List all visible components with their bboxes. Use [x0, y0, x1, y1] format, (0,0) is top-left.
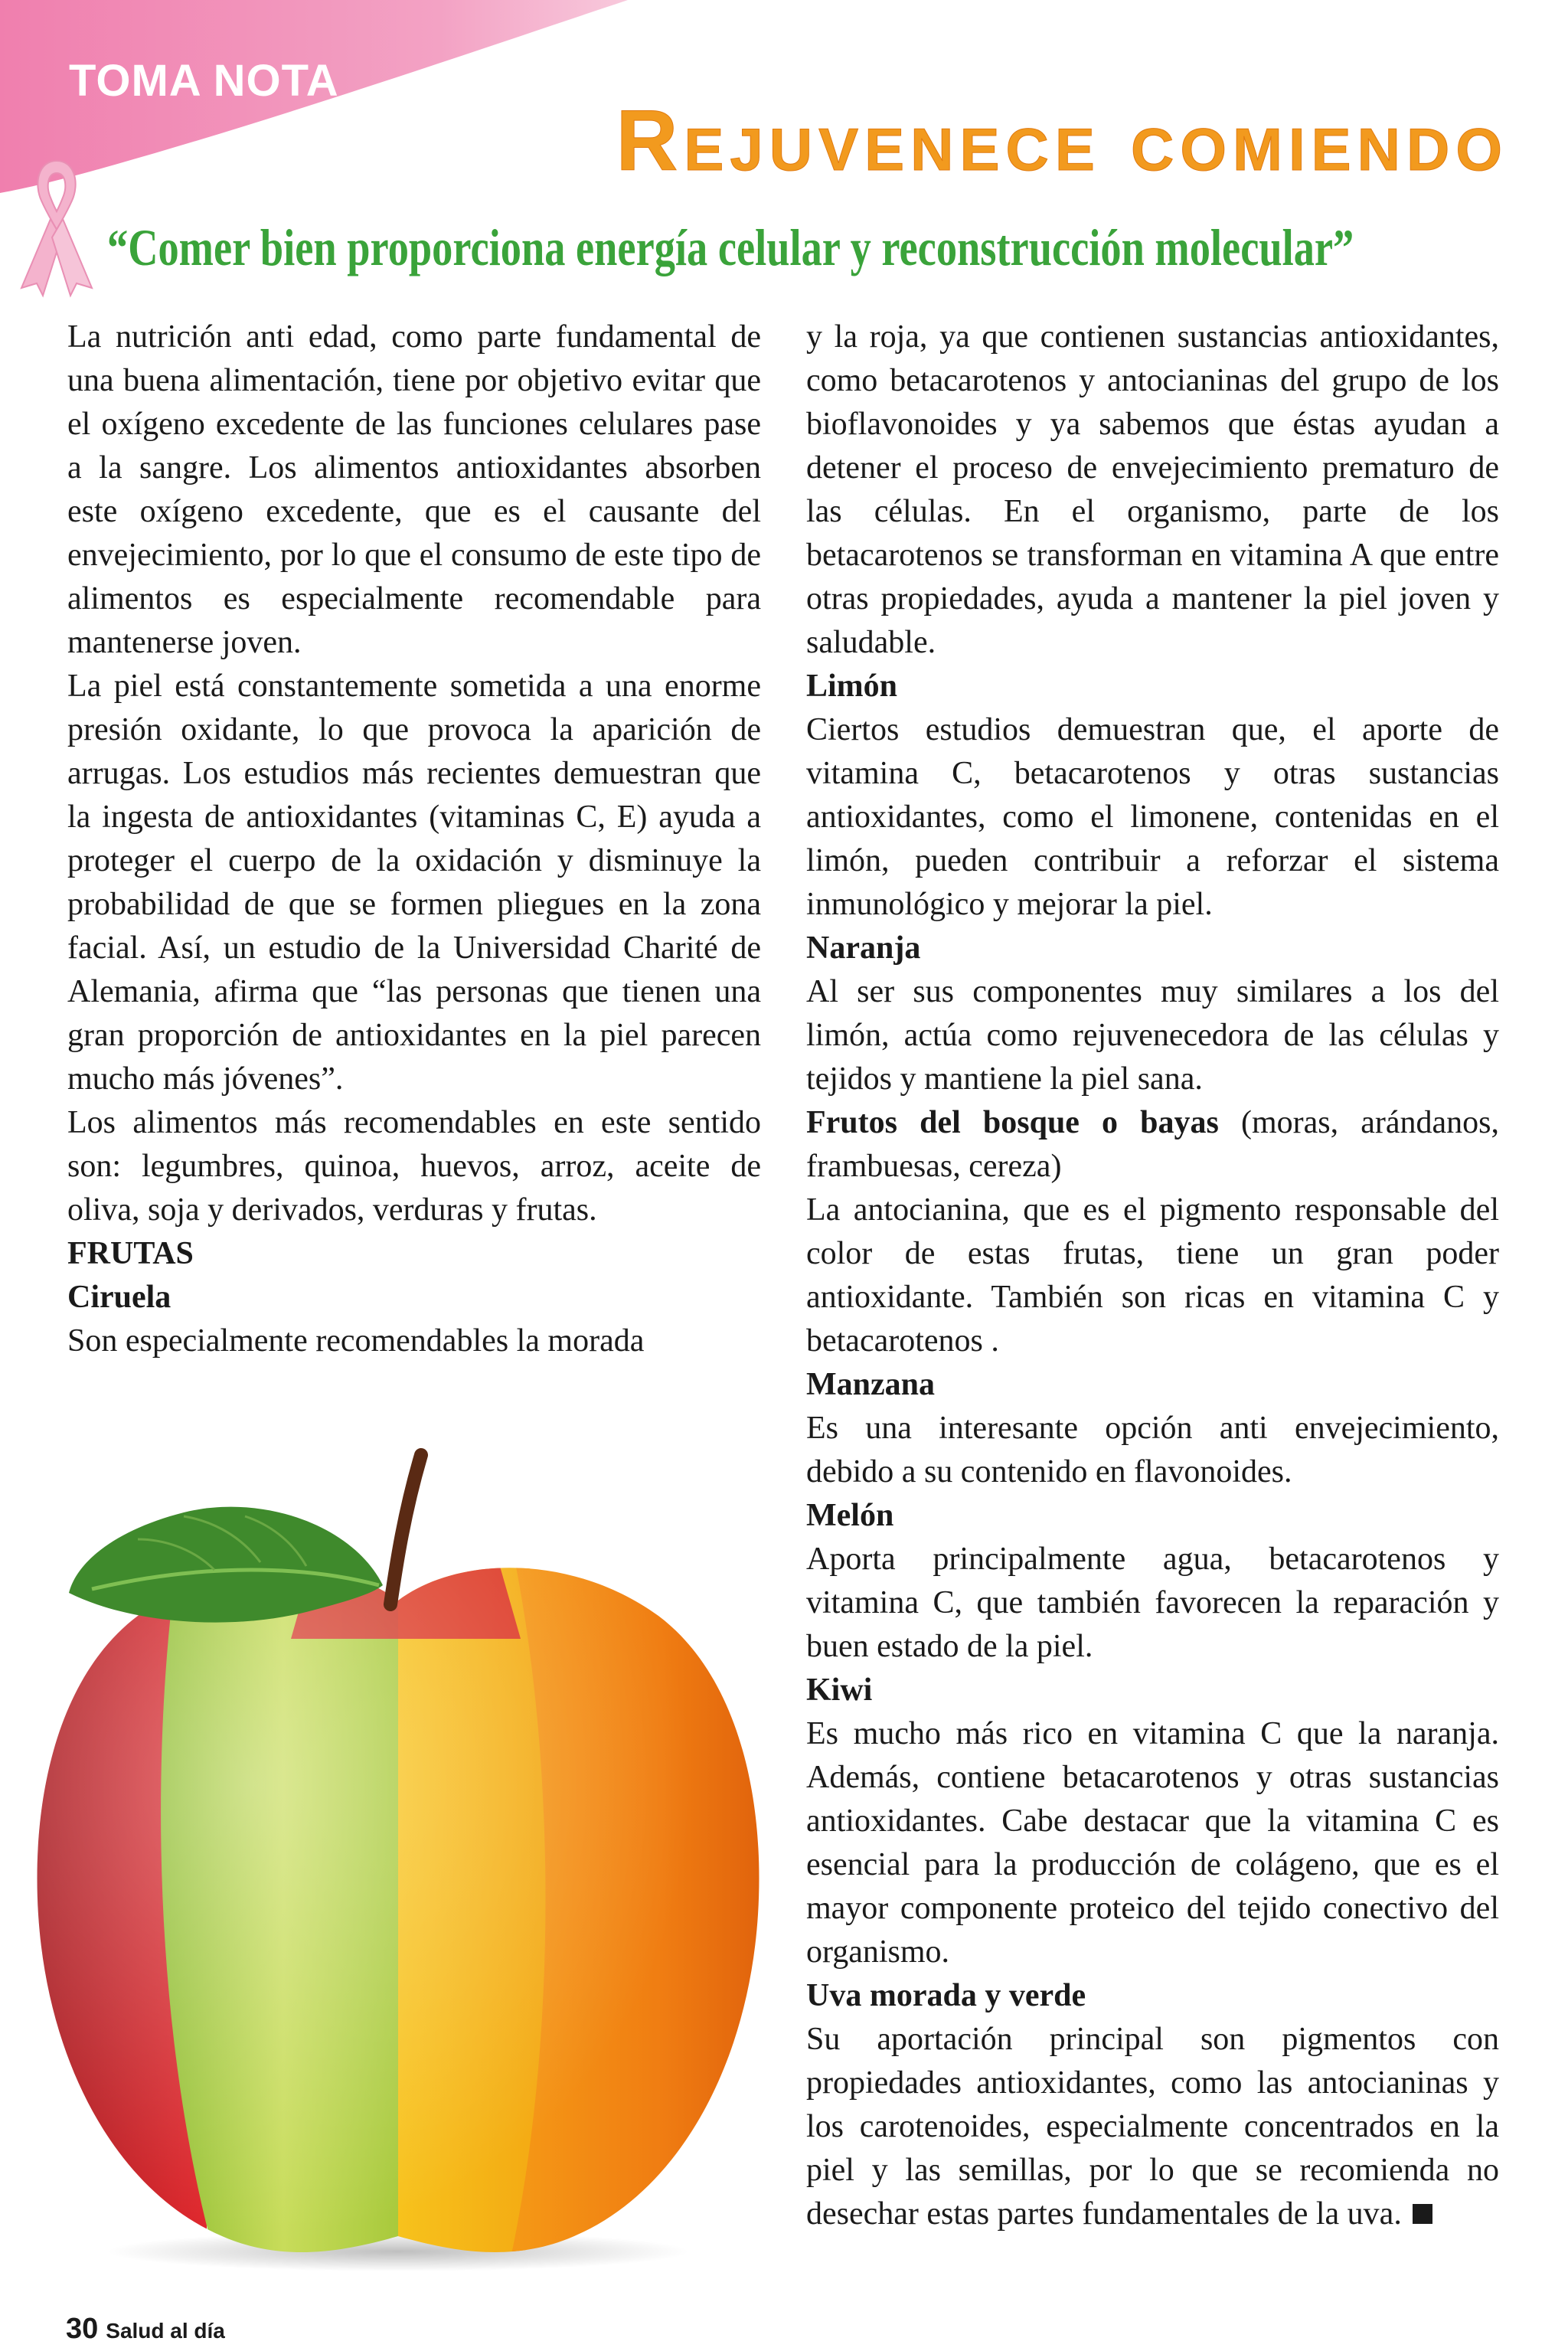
- skin-paragraph: La piel está constantemente sometida a una enorme presión oxidante, lo que provoca la aparición de arrugas. Los estudios más recientes demuestran que la ingesta de antioxidantes (vitaminas C, E) ayuda a proteger el cuerpo de la oxidación y disminuye la probabilidad de que se formen pliegues en la zona facial. Así, un estudio de la Universidad Charité de Alemania, afirma que “las personas que tienen una gran proporción de antioxidantes en la piel parecen mucho más jóvenes”.: [67, 669, 761, 1097]
- manzana-text: Es una interesante opción anti envejecimiento, debido a su contenido en flavonoides.: [806, 1411, 1499, 1489]
- kiwi-heading: Kiwi: [806, 1673, 873, 1708]
- frutos-heading: Frutos del bosque o bayas: [806, 1105, 1219, 1140]
- publication-name: Salud al día: [106, 2319, 225, 2343]
- article-title: Rejuvenece comiendo: [616, 93, 1508, 188]
- page-number: 30: [66, 2313, 99, 2345]
- foods-paragraph: Los alimentos más recomendables en este sentido son: legumbres, quinoa, huevos, arroz, aceite de oliva, soja y derivados, verduras y frutas.: [67, 1105, 761, 1228]
- manzana-heading: Manzana: [806, 1367, 935, 1402]
- page-footer: [66, 2313, 225, 2346]
- uva-text: Su aportación principal son pigmentos con propiedades antioxidantes, como las antocianinas y los carotenoides, especialmente concentrados en la piel y las semillas, por lo que se recomienda no desechar estas partes fundamentales de la uva.: [806, 2022, 1499, 2232]
- ciruela-text-start: Son especialmente recomendables la morada: [67, 1323, 645, 1359]
- section-tag: TOMA NOTA: [69, 56, 339, 106]
- article-subtitle: “Comer bien proporciona energía celular y reconstrucción molecular”: [107, 218, 1354, 276]
- apple-orange-illustration: [31, 1440, 766, 2274]
- limon-text: Ciertos estudios demuestran que, el aporte de vitamina C, betacarotenos y otras sustancias antioxidantes, como el limonene, contenidas en el limón, pueden contribuir a reforzar el sistema inmunológico y mejorar la piel.: [806, 712, 1499, 922]
- end-of-article-icon: [1413, 2204, 1432, 2224]
- kiwi-text: Es mucho más rico en vitamina C que la naranja. Además, contiene betacarotenos y otras sustancias antioxidantes. Cabe destacar que la vitamina C es esencial para la producción de colágeno, que es el mayor componente proteico del tejido conectivo del organismo.: [806, 1716, 1499, 1970]
- uva-text-line: [806, 2018, 1499, 2236]
- naranja-text: Al ser sus componentes muy similares a los del limón, actúa como rejuvenecedora de las células y tejidos y mantiene la piel sana.: [806, 974, 1499, 1097]
- ciruela-text-cont: y la roja, ya que contienen sustancias antioxidantes, como betacarotenos y antocianinas del grupo de los bioflavonoides y ya sabemos que éstas ayudan a detener el proceso de envejecimiento prematuro de las células. En el organismo, parte de los betacarotenos se transforman en vitamina A que entre otras propiedades, ayuda a mantener la piel joven y saludable.: [806, 319, 1499, 660]
- melon-text: Aporta principalmente agua, betacarotenos y vitamina C, que también favorecen la reparación y buen estado de la piel.: [806, 1542, 1499, 1664]
- frutas-heading: FRUTAS: [67, 1236, 194, 1271]
- ciruela-heading: Ciruela: [67, 1280, 172, 1315]
- frutos-heading-line: [806, 1101, 1499, 1189]
- left-column: [67, 316, 761, 1363]
- uva-heading: Uva morada y verde: [806, 1978, 1086, 2013]
- frutos-note: (moras, arándanos, frambuesas, cereza): [806, 1105, 1500, 1184]
- frutos-text: La antocianina, que es el pigmento responsable del color de estas frutas, tiene un gran poder antioxidante. También son ricas en vitamina C y betacarotenos .: [806, 1192, 1499, 1359]
- right-column: [806, 316, 1499, 2236]
- limon-heading: Limón: [806, 669, 898, 704]
- naranja-heading: Naranja: [806, 930, 921, 966]
- melon-heading: Melón: [806, 1498, 894, 1533]
- intro-paragraph: La nutrición anti edad, como parte fundamental de una buena alimentación, tiene por objetivo evitar que el oxígeno excedente de las funciones celulares pase a la sangre. Los alimentos antioxidantes absorben este oxígeno excedente, que es el causante del envejecimiento, por lo que el consumo de este tipo de alimentos es especialmente recomendable para mantenerse joven.: [67, 319, 761, 660]
